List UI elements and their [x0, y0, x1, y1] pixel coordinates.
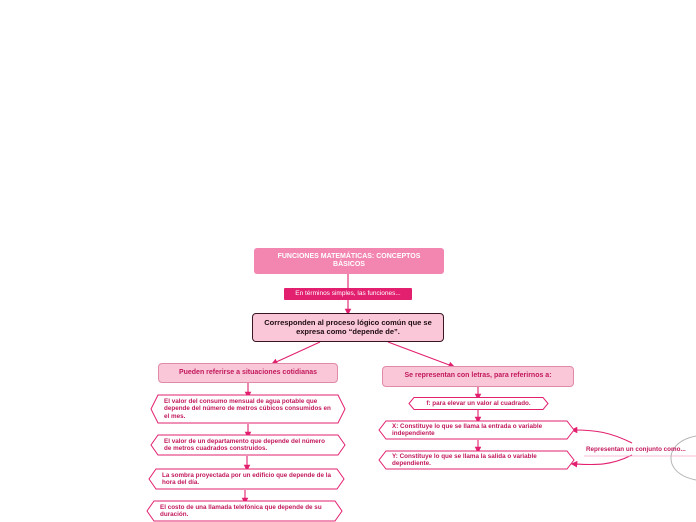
side-topic-node[interactable]: Representan un conjunto como...	[586, 446, 686, 454]
right-branch-node[interactable]: Se representan con letras, para referirnos a:	[382, 366, 574, 387]
connector-label[interactable]: En términos simples, las funciones...	[284, 288, 412, 300]
left-branch-node[interactable]: Pueden referirse a situaciones cotidianas	[158, 363, 338, 383]
main-concept-node[interactable]: Corresponden al proceso lógico común que se expresa como “depende de”.	[252, 313, 444, 342]
representation-node-y[interactable]	[378, 450, 575, 470]
example-node-2[interactable]	[150, 434, 346, 456]
example-node-1[interactable]	[150, 394, 346, 424]
edge-main-right	[388, 342, 452, 366]
representation-node-x[interactable]	[378, 420, 575, 440]
representation-text-y: Y: Constituye lo que se llama la salida o variable dependiente.	[392, 452, 537, 467]
representation-node-f[interactable]	[408, 397, 549, 410]
example-text-4: El costo de una llamada telefónica que depende de su duración.	[160, 503, 322, 518]
representation-text-x: X: Constituye lo que se llama la entrada o variable independiente	[392, 422, 543, 437]
edge-side-x	[574, 430, 632, 443]
example-node-3[interactable]	[148, 468, 345, 490]
side-arc	[671, 436, 696, 480]
example-text-2: El valor de un departamento que depende del número de metros cuadrados construidos.	[164, 437, 325, 452]
edge-main-left	[274, 342, 320, 363]
edge-side-y	[574, 455, 632, 465]
example-node-4[interactable]	[146, 500, 343, 522]
example-text-3: La sombra proyectada por un edificio que depende de la hora del día.	[162, 471, 332, 486]
representation-text-f: f: para elevar un valor al cuadrado.	[426, 399, 531, 407]
example-text-1: El valor del consumo mensual de agua potable que depende del número de metros cúbicos consumidos en el mes.	[164, 398, 331, 420]
root-topic[interactable]: FUNCIONES MATEMÁTICAS: CONCEPTOS BÁSICOS	[254, 248, 444, 274]
